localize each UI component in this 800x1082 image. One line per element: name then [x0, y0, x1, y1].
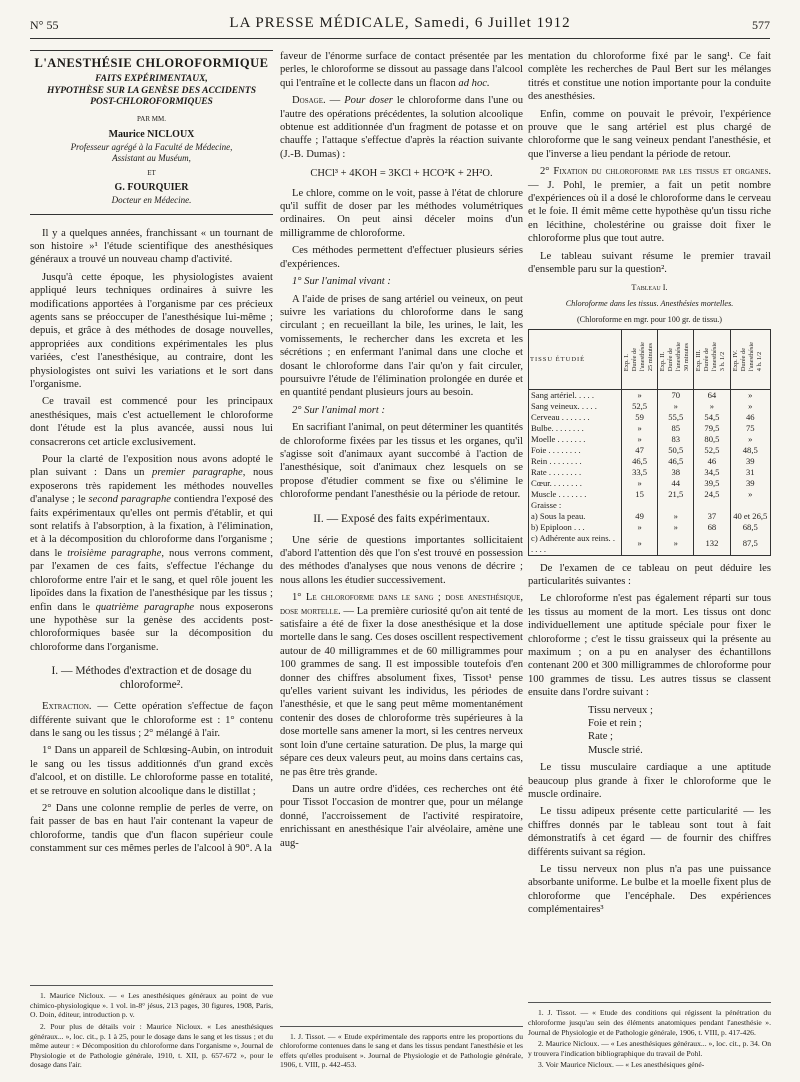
- journal-title: LA PRESSE MÉDICALE, Samedi, 6 Juillet 1912: [229, 15, 571, 31]
- paragraph: faveur de l'énorme surface de contact présentée par les perles, le chloroforme se dissout au passage dans l'alcool qui l'entraîne et le collecte dans un flacon ad hoc.: [280, 51, 523, 89]
- author-1-affiliation-1: Professeur agrégé à la Faculté de Médecine,: [70, 141, 233, 152]
- table-row: [529, 511, 771, 522]
- table-row: [529, 500, 771, 511]
- table-cell: Rein . . . . . . . .: [531, 455, 582, 466]
- table-cell: Sang artériel. . . . .: [531, 389, 595, 400]
- table-row: [529, 456, 771, 467]
- paragraph: Le chloroforme n'est pas également réparti sur tous les tissus au moment de la mort. Les tissus ont donc individuellement une aptitude spéciale pour fixer le chloroforme ; c'est le tissu graisseux qui la présente au maximum ; on a pu en analyser des échantillons contenant 200 et 300 milligrammes de chloroforme pour 100 grammes de tissu. Les autres tissus se classent ensuite dans l'ordre suivant :: [528, 593, 771, 699]
- footnote: 3. Voir Maurice Nicloux. — « Les anesthésiques géné-: [538, 1060, 705, 1070]
- table-cell: [622, 500, 658, 511]
- table-cell: »: [622, 533, 658, 556]
- table-cell: »: [622, 434, 658, 445]
- paragraph: Ce travail est commencé pour les principaux anesthésiques, mais c'est actuellement le chloroforme dont l'étude est la plus avancée, aussi nous lui consacrerons cet article exclusivement.: [30, 396, 273, 448]
- table-cell: 15: [622, 489, 658, 500]
- paragraph: Dosage. — Pour doser le chloroforme dans l'une ou l'autre des opérations précédentes, la solution alcoolique obtenue est additionnée d'un fragment de potasse et on chauffe ; l'attaque s'effectue d'après la réaction suivante (J.-B. Dumas) :: [280, 95, 523, 160]
- table-cell: [658, 500, 694, 511]
- table-cell: 55,5: [658, 412, 694, 423]
- paragraph: mentation du chloroforme fixé par le sang¹. Ce fait complète les recherches de Paul Bert sur les mélanges titrés et constitue une notion importante pour la conduite des anesthésies.: [528, 51, 771, 103]
- table-cell: Moelle . . . . . . .: [531, 433, 586, 444]
- table-cell: 70: [658, 389, 694, 401]
- table-cell: 68: [694, 522, 730, 533]
- paragraph: Ces méthodes permettent d'effectuer plusieurs séries d'expériences.: [280, 245, 523, 270]
- table-cell: »: [730, 389, 770, 401]
- table-row: [529, 389, 771, 401]
- table-header-cell: [730, 329, 770, 389]
- table-cell: 50,5: [658, 445, 694, 456]
- table-cell: 54,5: [694, 412, 730, 423]
- table-cell: 37: [694, 511, 730, 522]
- author-conjunction: ET: [147, 168, 156, 177]
- table-cell: »: [730, 489, 770, 500]
- table-cell: »: [622, 478, 658, 489]
- paragraph: Le tissu nerveux non plus n'a pas une puissance absorbante uniforme. Le bulbe et la moelle fixent plus de chloroforme que l'encéphale. Des expériences complémentaires³: [528, 864, 771, 916]
- table-row: [529, 423, 771, 434]
- table-cell: Foie . . . . . . . .: [531, 444, 581, 455]
- author-2-affiliation: Docteur en Médecine.: [111, 194, 192, 205]
- paragraph-plan: Pour la clarté de l'exposition nous avons adopté le plan suivant : Dans un premier paragraphe, nous exposerons très rapidement les méthodes nouvelles d'analyse ; le second paragraphe contiendra l'exposé des faits expérimentaux qu'elles ont permis d'établir, et qui sont relatifs à l'absorption, à la fixation, à l'élimination, et à la décomposition du chloroforme dans l'organisme ; dans le troisième paragraphe, nous verrons comment, par l'examen de ces faits, s'effectue l'échange du chloroforme entre l'air et le sang, et quel rôle jouent les lipoïdes dans la fixation de l'anesthésique par les tissus ; enfin dans le quatrième paragraphe nous exposerons une hypothèse sur la genèse des accidents post-chloroformiques basée sur la décomposition du chloroforme dans l'organisme.: [30, 454, 274, 653]
- table-cell: 39,5: [694, 478, 730, 489]
- table-cell: 48,5: [730, 445, 770, 456]
- paragraph: Il y a quelques années, franchissant « un tournant de son histoire »¹ l'étude scientifique des anesthésiques généraux a trouvé un nouveau champ d'activité.: [30, 227, 273, 266]
- table-cell: 52,5: [694, 445, 730, 456]
- table-header-text: Exp. I. Durée de l'anesthésie 25 minutes: [623, 342, 654, 372]
- table-row: [529, 489, 771, 500]
- tissue-list: [588, 704, 771, 758]
- table-cell: 49: [622, 511, 658, 522]
- author-1: Maurice NICLOUX: [108, 129, 195, 141]
- table-header-cell: TISSU ÉTUDIÉ: [529, 329, 622, 389]
- paragraph: 1° Le chloroforme dans le sang ; dose anesthésique, dose mortelle. — La première curiosité qu'on ait tenté de satisfaire a été de fixer la dose anesthésique et la dose mortelle dans le sang. Ces doses oscillent respectivement autour de 40 milligrammes et de 60 milligrammes pour 100 grammes de sang. Il est impossible toutefois d'en donner des chiffres absolument fixes, Tissot¹ pense qu'elles varient suivant les individus, les périodes de l'anesthésie, et que le sang peut même momentanément contenir des doses de chloroforme très supérieures à la dose mortelle sans amener la mort, si les centres nerveux sont loin d'une certaine saturation. De plus, la marge qui sépare ces deux valeurs peut, au moins dans certains cas, ne pas être très grande.: [280, 592, 523, 778]
- subheading: 1° Sur l'animal vivant :: [292, 276, 391, 288]
- table-row: [529, 445, 771, 456]
- footnotes: [30, 985, 273, 1072]
- footnote: 1. Maurice Nicloux. — « Les anesthésiques généraux au point de vue chimico-physiologique ». 1 vol. in-8° jésus, 213 pages, 30 figures, 1908, Paris, O. Doin, éditeur, introduction p. v.: [30, 991, 273, 1020]
- paragraph: Le chlore, comme on le voit, passe à l'état de chlorure qu'il suffit de doser par les méthodes volumétriques ordinaires. On peut ainsi déceler moins d'un milligramme de chloroforme.: [280, 187, 523, 239]
- table-cell: 21,5: [658, 489, 694, 500]
- paragraph: De l'examen de ce tableau on peut déduire les particularités suivantes :: [528, 562, 771, 587]
- paragraph: A l'aide de prises de sang artériel ou veineux, on peut suivre les variations du chloroforme dans le sang circulant ; en recueillant la bile, les urines, le lait, les vomissements, le rechercher dans les excreta et les sécrétions ; en enfermant l'animal dans une cloche et dosant le chloroforme dans l'air qu'on y fait circuler, poursuivre l'étude de l'élimination prolongée en durée et en quantité pendant plusieurs jours au besoin.: [280, 293, 523, 399]
- table-header-text: Exp. II. Durée de l'anesthésie 30 minutes: [659, 342, 691, 372]
- table-cell: 46: [694, 456, 730, 467]
- table-cell: 46,5: [622, 456, 658, 467]
- list-item: Tissu nerveux ;: [588, 704, 653, 716]
- table-cell: Graisse :: [531, 499, 562, 510]
- table-cell: »: [694, 401, 730, 412]
- paragraph: Extraction. — Cette opération s'effectue de façon différente suivant que le chloroforme est : 1° contenu dans le sang ou les tissus ; 2° mélangé à l'air.: [30, 701, 273, 739]
- table-cell: Cerveau . . . . . . .: [531, 411, 590, 422]
- paragraph: Une série de questions importantes sollicitaient d'abord l'attention dès que l'on s'est trouvé en possession des méthodes d'analyses que nous venons de décrire ; nous allons les étudier successivement.: [280, 534, 523, 586]
- data-table: [528, 329, 771, 556]
- article-subtitle-2: HYPOTHÈSE SUR LA GENÈSE DES ACCIDENTS: [47, 85, 256, 96]
- paragraph: Le tissu musculaire cardiaque a une aptitude beaucoup plus grande à fixer le chloroforme que le muscle ordinaire.: [528, 762, 771, 800]
- footnote: 2. Maurice Nicloux. — « Les anesthésiques généraux... », loc. cit., p. 34. On y trouvera l'indication bibliographique du travail de Pohl.: [528, 1039, 771, 1058]
- table-cell: 40 et 26,5: [730, 511, 770, 522]
- table-cell: 68,5: [730, 522, 770, 533]
- table-cell: 52,5: [622, 401, 658, 412]
- table-cell: »: [658, 511, 694, 522]
- table-cell: Sang veineux. . . . .: [531, 400, 597, 411]
- issue-number: N° 55: [30, 18, 59, 32]
- table-cell: a) Sous la peau.: [531, 510, 586, 521]
- column-2: [280, 50, 523, 1072]
- table-unit: (Chloroforme en mgr. pour 100 gr. de tissu.): [576, 314, 723, 324]
- table-row: [529, 533, 771, 556]
- table-cell: 75: [730, 423, 770, 434]
- table-header-text: Exp. IV. Durée de l'anesthésie 4 h. 1/2: [731, 342, 763, 372]
- table-cell: Rate . . . . . . . .: [531, 466, 582, 477]
- list-item: Muscle strié.: [588, 744, 643, 756]
- table-cell: »: [658, 522, 694, 533]
- paragraph: 2° Dans une colonne remplie de perles de verre, on fait passer de bas en haut l'air contenant la vapeur de chloroforme, tandis que d'un flacon supérieur coule constamment sur ces mêmes perles de l'alcool à 90°. A la: [30, 802, 273, 855]
- paragraph: Dans un autre ordre d'idées, ces recherches ont été pour Tissot l'occasion de montrer que, pour un mélange donné, l'accroissement de l'activité respiratoire, enrichissant en anesthésique l'air alvéolaire, amène une aug-: [280, 783, 523, 849]
- paragraph: Le tableau suivant résume le premier travail d'ensemble paru sur la question².: [528, 250, 771, 276]
- table-cell: 24,5: [694, 489, 730, 500]
- table-cell: 31: [730, 467, 770, 478]
- table-row: [529, 467, 771, 478]
- table-cell: »: [622, 423, 658, 434]
- table-cell: 44: [658, 478, 694, 489]
- table-cell: 59: [622, 412, 658, 423]
- section-heading: I. — Méthodes d'extraction et de dosage du chloroforme².: [51, 665, 252, 692]
- paragraph: En sacrifiant l'animal, on peut déterminer les quantités de chloroforme fixées par les tissus et les organes, qu'il s'agisse soit d'animaux ayant succombé à l'action de l'anesthésique, soit d'animaux chez lesquels on se propose d'étudier comment se fixe ou s'élimine le chloroforme pendant l'anesthésie ou la période de retour.: [280, 422, 523, 501]
- table-row: [529, 478, 771, 489]
- table-cell: Cœur. . . . . . . .: [531, 477, 582, 488]
- paragraph: Jusqu'à cette époque, les physiologistes avaient appliqué leurs techniques ordinaires à suivre les modifications apportées à l'organisme par ces précieux agents sans se préoccuper de l'anesthésique lui-même ; depuis, et grâce à des méthodes de dosage nouvelles, appropriées aux conditions expérimentales les plus variées, c'est l'anesthésique, au contraire, dont les physiologistes ont suivi les variations et le sort dans l'organisme.: [30, 271, 273, 390]
- page-header: [30, 14, 770, 39]
- table-cell: c) Adhérente aux reins. . . . . .: [531, 532, 615, 554]
- table-cell: 46: [730, 412, 770, 423]
- subheading: 2° Sur l'animal mort :: [292, 404, 386, 416]
- table-cell: 80,5: [694, 434, 730, 445]
- table-cell: »: [730, 434, 770, 445]
- table-cell: 64: [694, 389, 730, 401]
- table-cell: Bulbe. . . . . . . .: [531, 422, 584, 433]
- article-title: L'ANESTHÉSIE CHLOROFORMIQUE: [34, 56, 269, 70]
- paragraph: Enfin, comme on pouvait le prévoir, l'expérience prouve que le sang artériel est plus chargé de chloroforme que le sang veineux pendant l'anesthésie, et que l'inverse a lieu pendant la période de retour.: [528, 108, 771, 160]
- chemical-equation: CHCl³ + 4KOH = 3KCl + HCO²K + 2H²O.: [310, 168, 493, 180]
- paragraph: 1° Dans un appareil de Schlœsing-Aubin, on introduit le sang ou les tissus additionnés d'un grand excès d'alcool, et on distille. Le chloroforme passe en totalité, et se retrouve en solution alcoolique dans le distillat ;: [30, 745, 273, 797]
- table-cell: 47: [622, 445, 658, 456]
- table-cell: 38: [658, 467, 694, 478]
- section-heading: II. — Exposé des faits expérimentaux.: [313, 512, 490, 525]
- footnote: 1. J. Tissot. — « Etude des conditions qui régissent la pénétration du chloroforme jusqu'au sein des éléments anatomiques pendant l'anesthésie ». Journal de Physiologie et de Pathologie générale, 1906, t. VIII, p. 417-426.: [528, 1008, 771, 1037]
- article-title-block: [30, 50, 273, 215]
- page-number: 577: [752, 18, 770, 32]
- footnote: 1. J. Tissot. — « Etude expérimentale des rapports entre les proportions du chloroforme contenues dans le sang et dans les tissus pendant l'anesthésie et les effets qu'elles produisent ». Journal de Physiologie et de Pathologie générale, 1906, t. VIII, p. 442-453.: [280, 1031, 523, 1070]
- table-cell: b) Epiploon . . .: [531, 521, 585, 532]
- footnote: 2. Pour plus de détails voir : Maurice Nicloux. « Les anesthésiques généraux... », loc. cit., p. 1 à 25, pour le dosage dans le sang et les tissus ; et du même auteur : « Décomposition du chloroforme dans l'organisme », Journal de Physiologie et de Pathologie générale, 1910, t. XII, p. 657-672 », pour le dosage dans l'air.: [30, 1022, 273, 1070]
- table-cell: 85: [658, 423, 694, 434]
- paragraph: Le tissu adipeux présente cette particularité — les chiffres donnés par le tableau sont tout à fait démonstratifs à cet égard — de fournir des chiffres différents suivant sa région.: [528, 806, 771, 858]
- table-header-cell: [694, 329, 730, 389]
- table-cell: 33,5: [622, 467, 658, 478]
- table-cell: Muscle . . . . . . .: [531, 488, 587, 499]
- table-label: Tableau I.: [631, 282, 668, 292]
- footnotes: [528, 1002, 771, 1072]
- article-subtitle-3: POST-CHLOROFORMIQUES: [90, 97, 213, 108]
- table-cell: 132: [694, 533, 730, 556]
- table-header-cell: [622, 329, 658, 389]
- table-header-cell: [658, 329, 694, 389]
- table-cell: 46,5: [658, 456, 694, 467]
- list-item: Foie et rein ;: [588, 717, 642, 729]
- table-cell: 87,5: [730, 533, 770, 556]
- table-row: [529, 412, 771, 423]
- table-cell: 34,5: [694, 467, 730, 478]
- table-cell: 79,5: [694, 423, 730, 434]
- table-cell: 83: [658, 434, 694, 445]
- table-cell: [694, 500, 730, 511]
- table-row: [529, 522, 771, 533]
- table-cell: »: [658, 533, 694, 556]
- table-row: [529, 401, 771, 412]
- column-3: [528, 50, 771, 1072]
- table-cell: 39: [730, 456, 770, 467]
- by-line: PAR MM.: [137, 114, 166, 123]
- column-1: [30, 50, 273, 1072]
- table-cell: »: [730, 401, 770, 412]
- table-cell: [730, 500, 770, 511]
- paragraph: 2° Fixation du chloroforme par les tissus et organes. — J. Pohl, le premier, a fait un petit nombre d'expériences où il a dosé le chloroforme dans le cerveau et le foie. Il émit même cette hypothèse qu'un tissu riche en lécithine, cholestérine ou graisse doit fixer le chloroforme plus que tout autre.: [528, 166, 771, 245]
- article-subtitle-1: FAITS EXPÉRIMENTAUX,: [95, 74, 208, 85]
- table-cell: 39: [730, 478, 770, 489]
- author-2: G. FOURQUIER: [114, 182, 189, 194]
- table-caption: Chloroforme dans les tissus. Anesthésies mortelles.: [565, 298, 734, 308]
- list-item: Rate ;: [588, 731, 614, 743]
- table-cell: »: [622, 389, 658, 401]
- table-row: [529, 434, 771, 445]
- table-header-text: Exp. III. Durée de l'anesthésie 3 h. 1/2: [695, 342, 727, 372]
- table-cell: »: [658, 401, 694, 412]
- table-cell: »: [622, 522, 658, 533]
- author-1-affiliation-2: Assistant au Muséum,: [112, 152, 191, 163]
- footnotes: [280, 1026, 523, 1072]
